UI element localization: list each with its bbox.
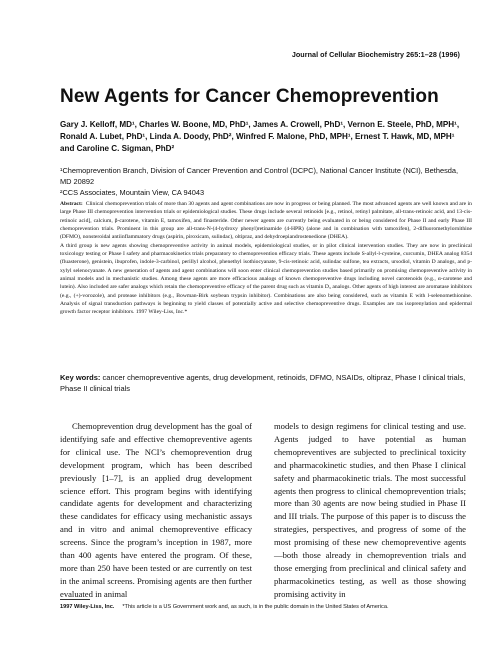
footer-rule: [60, 599, 90, 600]
abstract-label: Abstract:: [60, 201, 83, 207]
body-column-right: models to design regimens for clinical testing and use. Agents judged to have potential as human chemopreventives are subjected to preclinical toxicity and pharmacokinetic studies, and then Phase I clinical safety and pharmacokinetic trials. The most successful agents then progress to clinical chemoprevention trials; more than 30 agents are now being studied in Phase II and III trials. The purpose of this paper is to discuss the strategies, perspectives, and progress of some of the most promising of these new chemopreventive agents—both those already in chemoprevention trials and those emerging from preclinical and clinical safety and pharmacokinetics testing, as well as those showing promising activity in: [274, 421, 466, 599]
article-title: New Agents for Cancer Chemoprevention: [60, 86, 439, 107]
affiliation-1: ¹Chemoprevention Branch, Division of Cancer Prevention and Control (DCPC), National Cancer Institute (NCI), Bethesda, MD 20892: [60, 166, 459, 186]
abstract-text-1: Clinical chemoprevention trials of more than 30 agents and agent combinations are now in progress or being planned. The most advanced agents are well known and are in large Phase III chemoprevention intervention trials or epidemiological studies. These drugs include several retinoids [e.g., retinol, retinyl palmitate, all-trans-retinoic acid, and 13-cis-retinoic acid], calcium, β-carotene, vitamin E, tamoxifen, and finasteride. Other newer agents are currently being evaluated in or being considered for Phase II and early Phase III chemoprevention trials. Prominent in this group are all-trans-N-(4-hydroxy phenyl)retinamide (4-HPR) (alone and in combination with tamoxifen), 2-difluoromethylornithine (DFMO), nonsteroidal antiinflammatory drugs (aspirin, piroxicam, sulindac), oltipraz, and dehydroepiandrostenedione (DHEA).: [60, 201, 472, 241]
footer-note: *This article is a US Government work and, as such, is in the public domain in the United States of America.: [122, 604, 389, 610]
footer-publisher: 1997 Wiley-Liss, Inc.: [60, 604, 115, 610]
abstract-paragraph-2: A third group is new agents showing chemopreventive activity in animal models, epidemiological studies, or in pilot clinical intervention studies. They are now in preclinical toxicology testing or Phase I safety and pharmacokinetics trials preparatory to chemoprevention efficacy trials. These agents include S-allyl-l-cysteine, curcumin, DHEA analog 8354 (fluasterone), genistein, ibuprofen, indole-3-carbinol, perillyl alcohol, phenethyl isothiocyanate, 9-cis-retinoic acid, sulindac sulfone, tea extracts, ursodiol, vitamin D analogs, and p-xylyl selenocyanate. A new generation of agents and agent combinations will soon enter clinical chemoprevention studies based primarily on promising chemopreventive activity in animal models and in mechanistic studies. Among these agents are more efficacious analogs of known chemopreventive drugs including novel carotenoids (e.g., α-carotene and lutein). Also included are safer analogs which retain the chemopreventive efficacy of the parent drug such as vitamin D₃ analogs. Other agents of high interest are aromatase inhibitors (e.g., (+)-vorozole), and protease inhibitors (e.g., Bowman-Birk soybean trypsin inhibitor). Combinations are also being considered, such as vitamin E with l-selenomethionine. Analysis of signal transduction pathways is beginning to yield classes of potentially active and selective chemopreventive drugs. Examples are ras isoprenylation and epidermal growth factor receptor inhibitors. 1997 Wiley-Liss, Inc.*: [60, 242, 472, 316]
page-footer: [60, 603, 389, 611]
keywords: [60, 372, 470, 394]
affiliation-2: ²CCS Associates, Mountain View, CA 94043: [60, 188, 205, 197]
keywords-text: cancer chemopreventive agents, drug development, retinoids, DFMO, NSAIDs, oltipraz, Phase I clinical trials, Phase II clinical trials: [60, 373, 466, 393]
keywords-label: Key words:: [60, 373, 101, 382]
abstract: [60, 200, 472, 317]
abstract-paragraph-1: [60, 200, 472, 242]
author-list: Gary J. Kelloff, MD¹, Charles W. Boone, MD, PhD¹, James A. Crowell, PhD¹, Vernon E. Steele, PhD, MPH¹, Ronald A. Lubet, PhD¹, Linda A. Doody, PhD², Winfred F. Malone, PhD, MPH¹, Ernest T. Hawk, MD, MPH¹ and Caroline C. Sigman, PhD²: [60, 120, 460, 153]
body-column-left: Chemoprevention drug development has the goal of identifying safe and effective chemopreventive agents for clinical use. The NCI’s chemoprevention drug development program, which has been described previously [1–7], is an applied drug development science effort. This program begins with identifying candidate agents for development and characterizing these candidates for efficacy using mechanistic assays and in vitro and animal chemopreventive efficacy screens. Since the program’s inception in 1987, more than 400 agents have entered the program. Of these, more than 250 have been tested or are currently on test in the animal screens. Promising agents are then further evaluated in animal: [60, 421, 252, 599]
journal-citation: Journal of Cellular Biochemistry 265:1–28 (1996): [291, 50, 460, 59]
